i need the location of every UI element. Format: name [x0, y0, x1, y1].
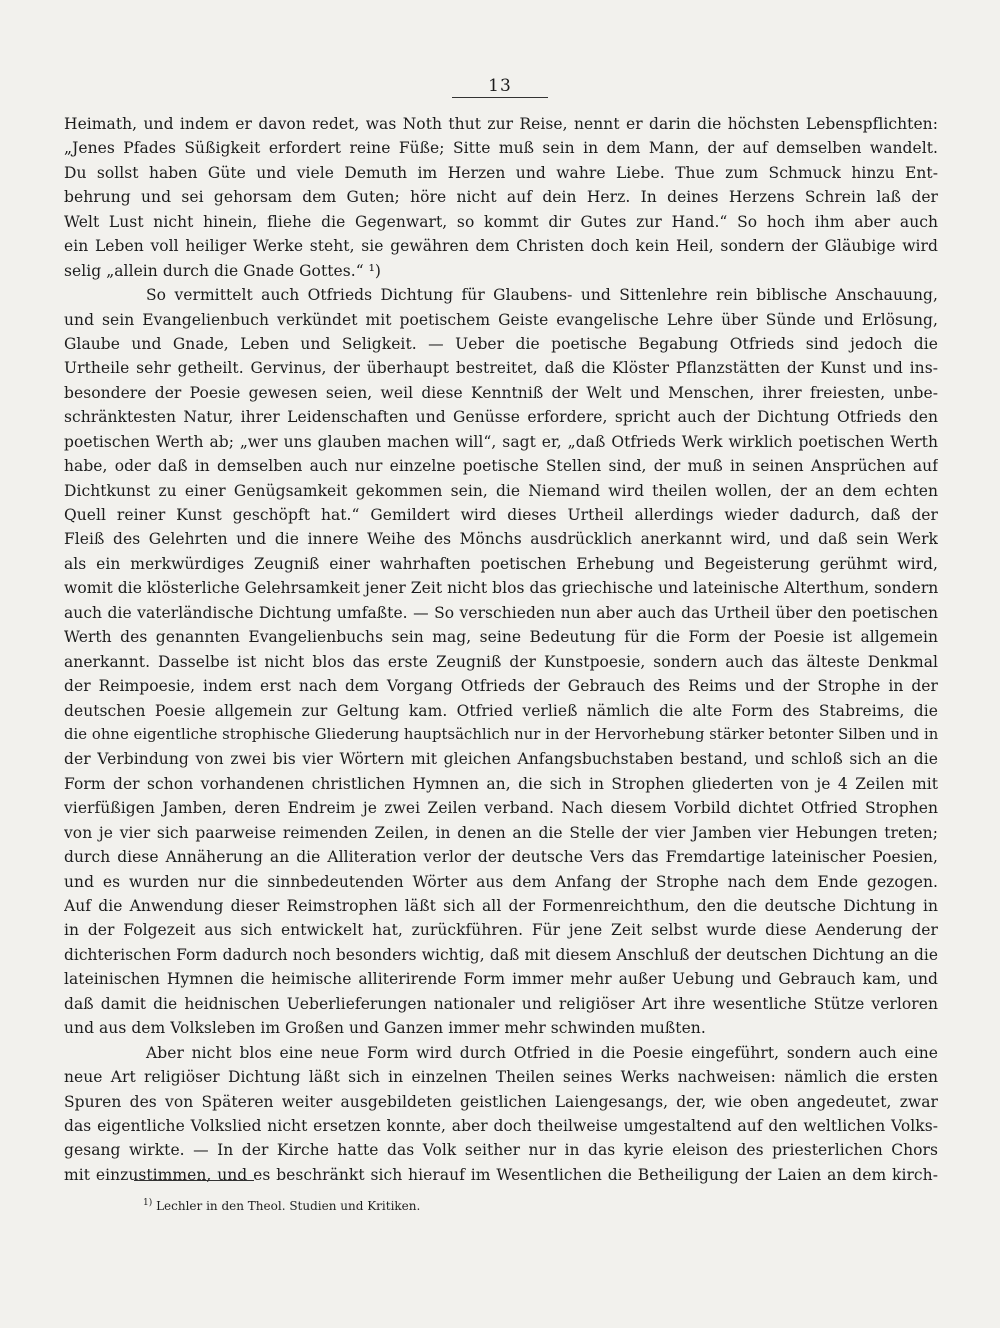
text-line: habe, oder daß in demselben auch nur einzelne poetische Stellen sind, der muß in seinen Ansprüchen auf — [64, 457, 938, 476]
text-line: und aus dem Volksleben im Großen und Ganzen immer mehr schwinden mußten. — [64, 1019, 706, 1038]
text-line: die ohne eigentliche strophische Gliederung hauptsächlich nur in der Hervorhebung stärker betonter Silben und in — [64, 725, 938, 743]
text-line: neue Art religiöser Dichtung läßt sich in einzelnen Theilen seines Werks nachweisen: nämlich die ersten — [64, 1068, 938, 1087]
page-number-rule — [452, 97, 548, 98]
text-line: selig „allein durch die Gnade Gottes.“ ¹) — [64, 261, 382, 280]
text-line: anerkannt. Dasselbe ist nicht blos das erste Zeugniß der Kunstpoesie, sondern auch das älteste Denkmal — [64, 652, 938, 671]
text-line: Urtheile sehr getheilt. Gervinus, der überhaupt bestreitet, daß die Klöster Pflanzstätten der Kunst und ins- — [64, 359, 938, 378]
text-line: besondere der Poesie gewesen seien, weil diese Kenntniß der Welt und Menschen, ihrer freiesten, unbe- — [64, 383, 938, 402]
text-line: Werth des genannten Evangelienbuchs sein mag, seine Bedeutung für die Form der Poesie ist allgemein — [64, 628, 938, 647]
text-line: „Jenes Pfades Süßigkeit erfordert reine Füße; Sitte muß sein in dem Mann, der auf demselben wandelt. — [64, 139, 938, 158]
footnote-rule — [134, 1180, 254, 1181]
text-line: Form der schon vorhandenen christlichen Hymnen an, die sich in Strophen gliederten von je 4 Zeilen mit — [64, 774, 938, 793]
footnote-mark: 1) — [143, 1198, 153, 1208]
text-line: der Verbindung von zwei bis vier Wörtern mit gleichen Anfangsbuchstaben bestand, und schloß sich an die — [64, 750, 938, 769]
text-line: Du sollst haben Güte und viele Demuth im Herzen und wahre Liebe. Thue zum Schmuck hinzu Ent- — [64, 163, 938, 182]
footnote-text: Lechler in den Theol. Studien und Kritiken. — [156, 1199, 421, 1213]
text-line: und es wurden nur die sinnbedeutenden Wörter aus dem Anfang der Strophe nach dem Ende gezogen. — [64, 872, 938, 891]
text-line: Welt Lust nicht hinein, fliehe die Gegenwart, so kommt dir Gutes zur Hand.“ So hoch ihm aber auch — [64, 212, 938, 231]
text-line: Glaube und Gnade, Leben und Seligkeit. — Ueber die poetische Begabung Otfrieds sind jedoch die — [64, 334, 938, 353]
text-line: vierfüßigen Jamben, deren Endreim je zwei Zeilen verband. Nach diesem Vorbild dichtet Otfried Strophen — [64, 799, 938, 818]
text-line: das eigentliche Volkslied nicht ersetzen konnte, aber doch theilweise umgestaltend auf den weltlichen Volks- — [64, 1116, 938, 1135]
text-line: Auf die Anwendung dieser Reimstrophen läßt sich all der Formenreichthum, den die deutsche Dichtung in — [64, 897, 938, 915]
text-line: Spuren des von Späteren weiter ausgebildeten geistlichen Laiengesangs, der, wie oben angedeutet, zwar — [64, 1092, 938, 1111]
footnote — [143, 1198, 420, 1213]
text-line: behrung und sei gehorsam dem Guten; höre nicht auf dein Herz. In deines Herzens Schrein laß der — [64, 188, 938, 207]
text-line: ein Leben voll heiliger Werke steht, sie gewähren dem Christen doch kein Heil, sondern der Gläubige wird — [64, 237, 938, 256]
text-line: in der Folgezeit aus sich entwickelt hat, zurückführen. Für jene Zeit selbst wurde diese Aenderung der — [64, 921, 938, 940]
text-line: Quell reiner Kunst geschöpft hat.“ Gemildert wird dieses Urtheil allerdings wieder dadurch, daß der — [64, 506, 938, 524]
page-number: 13 — [488, 76, 512, 96]
text-line: dichterischen Form dadurch noch besonders wichtig, daß mit diesem Anschluß der deutschen Dichtung an die — [64, 945, 938, 964]
text-line: daß damit die heidnischen Ueberlieferungen nationaler und religiöser Art ihre wesentliche Stütze verloren — [64, 994, 938, 1013]
text-line: Aber nicht blos eine neue Form wird durch Otfried in die Poesie eingeführt, sondern auch eine — [146, 1043, 938, 1062]
text-line: womit die klösterliche Gelehrsamkeit jener Zeit nicht blos das griechische und lateinische Alterthum, sondern — [64, 579, 938, 598]
text-line: poetischen Werth ab; „wer uns glauben machen will“, sagt er, „daß Otfrieds Werk wirklich poetischen Werth — [64, 432, 938, 451]
text-line: mit einzustimmen, und es beschränkt sich hierauf im Wesentlichen die Betheiligung der Laien an dem kirch- — [64, 1165, 938, 1184]
body-text — [64, 112, 938, 1187]
text-line: durch diese Annäherung an die Alliteration verlor der deutsche Vers das Fremdartige lateinischer Poesien, — [64, 848, 938, 867]
text-line: von je vier sich paarweise reimenden Zeilen, in denen an die Stelle der vier Jamben vier Hebungen treten; — [64, 823, 938, 842]
text-line: lateinischen Hymnen die heimische alliterirende Form immer mehr außer Uebung und Gebrauch kam, und — [64, 970, 938, 989]
text-line: Dichtkunst zu einer Genügsamkeit gekommen sein, die Niemand wird theilen wollen, der an dem echten — [64, 481, 938, 500]
text-line: deutschen Poesie allgemein zur Geltung kam. Otfried verließ nämlich die alte Form des Stabreims, die — [64, 701, 938, 720]
text-line: gesang wirkte. — In der Kirche hatte das Volk seither nur in das kyrie eleison des priesterlichen Chors — [64, 1141, 938, 1160]
text-line: als ein merkwürdiges Zeugniß einer wahrhaften poetischen Erhebung und Begeisterung gerühmt wird, — [64, 554, 938, 573]
text-line: und sein Evangelienbuch verkündet mit poetischem Geiste evangelische Lehre über Sünde und Erlösung, — [64, 310, 938, 329]
text-line: der Reimpoesie, indem erst nach dem Vorgang Otfrieds der Gebrauch des Reims und der Strophe in der — [64, 677, 938, 696]
text-line: auch die vaterländische Dichtung umfaßte. — So verschieden nun aber auch das Urtheil über den poetischen — [64, 603, 938, 622]
text-line: Heimath, und indem er davon redet, was Noth thut zur Reise, nennt er darin die höchsten Lebenspflichten: — [64, 115, 938, 133]
text-line: schränktesten Natur, ihrer Leidenschaften und Genüsse erfordere, spricht auch der Dichtung Otfrieds den — [64, 408, 938, 427]
text-line: So vermittelt auch Otfrieds Dichtung für Glaubens- und Sittenlehre rein biblische Anschauung, — [146, 286, 938, 305]
text-line: Fleiß des Gelehrten und die innere Weihe des Mönchs ausdrücklich anerkannt wird, und daß sein Werk — [64, 530, 938, 549]
